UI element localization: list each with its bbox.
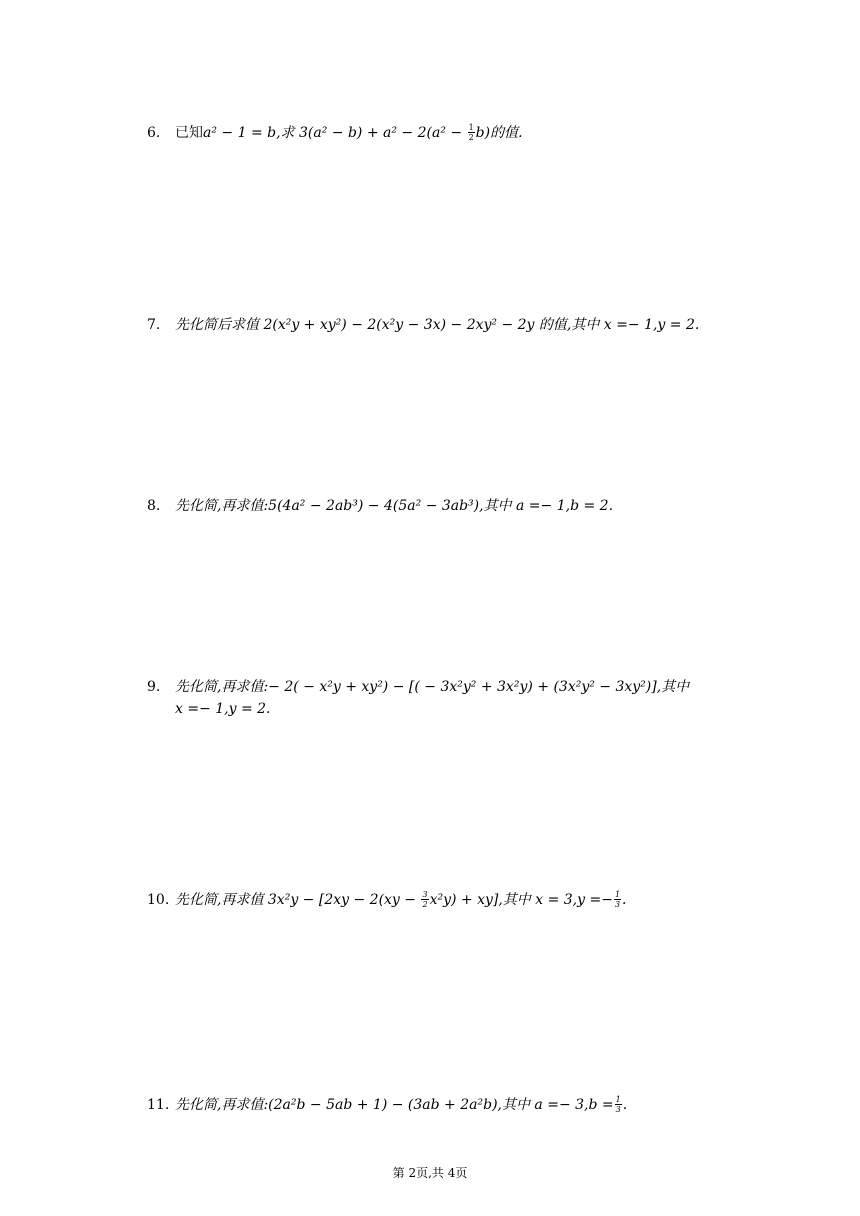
fraction: $\frac{1}{2}$: [468, 122, 474, 142]
problem-number: 9.: [147, 679, 161, 695]
problem-number: 11.: [147, 1097, 170, 1113]
problem-11: [147, 1094, 627, 1116]
problem-number: 6.: [147, 125, 161, 141]
problem-number: 10.: [147, 892, 170, 908]
fraction: $\frac{3}{2}$: [422, 889, 428, 909]
problem-8: [147, 495, 613, 517]
problem-text: 先化简,再求值 3x²y − [2xy − 2(xy − $\frac{3}{2}$ x²y) + xy],其中 x = 3,y =− $\frac{1}{3}$ .: [175, 889, 627, 909]
problem-6: [147, 122, 523, 144]
problem-text-continued: x =− 1,y = 2.: [175, 701, 271, 717]
problem-number: 8.: [147, 498, 161, 514]
problem-text: 先化简,再求值:− 2( − x²y + xy²) − [( − 3x²y² + 3x²y) + (3x²y² − 3xy²)],其中: [175, 679, 690, 695]
problem-text: 已知a² − 1 = b,求 3(a² − b) + a² − 2(a² − $\frac{1}{2}$ b)的值.: [175, 122, 523, 142]
problem-text: 先化简后求值 2(x²y + xy²) − 2(x²y − 3x) − 2xy² − 2y 的值,其中 x =− 1,y = 2.: [175, 317, 700, 333]
problem-10: [147, 889, 627, 911]
problem-text: 先化简,再求值:5(4a² − 2ab³) − 4(5a² − 3ab³),其中 a =− 1,b = 2.: [175, 498, 614, 514]
fraction: $\frac{1}{3}$: [615, 1094, 621, 1114]
problem-9: [147, 676, 689, 720]
problem-number: 7.: [147, 317, 161, 333]
fraction: $\frac{1}{3}$: [614, 889, 621, 909]
problem-text: 先化简,再求值:(2a²b − 5ab + 1) − (3ab + 2a²b),其中 a =− 3,b = $\frac{1}{3}$ .: [175, 1094, 628, 1114]
problem-7: [147, 314, 699, 336]
page-footer: 第 2页,共 4页: [392, 1166, 468, 1180]
